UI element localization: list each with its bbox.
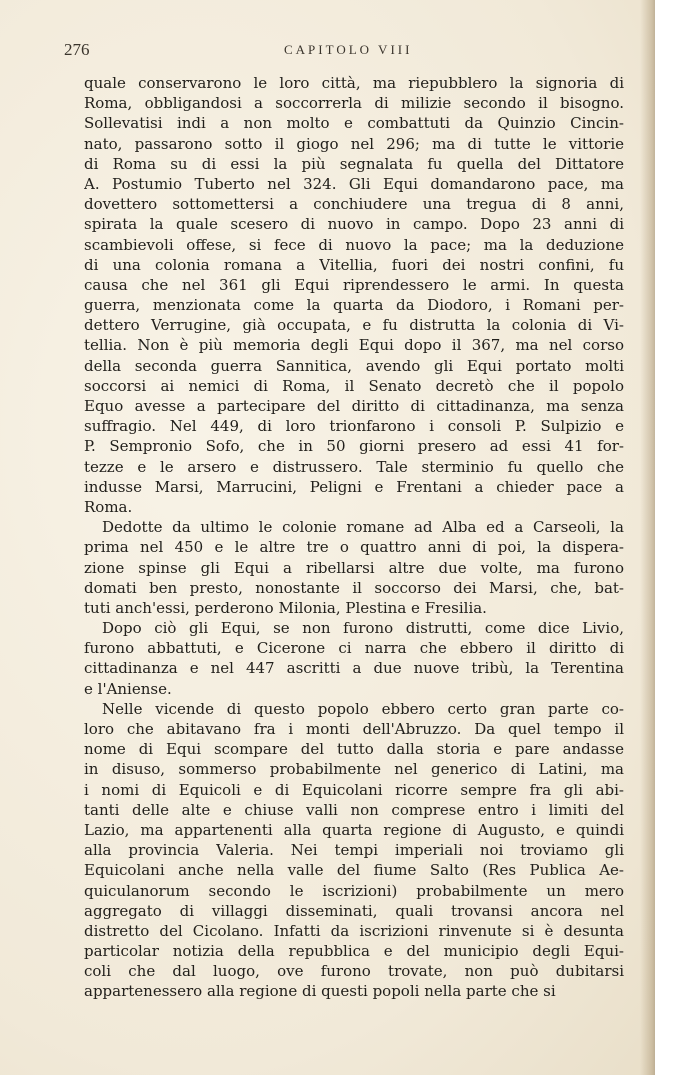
page-header <box>64 40 624 62</box>
text-line: nome di Equi scompare del tutto dalla storia e pare andasse <box>84 740 624 759</box>
paragraph <box>84 618 624 699</box>
text-line: prima nel 450 e le altre tre o quattro anni di poi, la dispera- <box>84 538 624 557</box>
page-number: 276 <box>64 40 90 59</box>
text-line: scambievoli offese, si fece di nuovo la pace; ma la deduzione <box>84 235 624 254</box>
text-line: suffragio. Nel 449, di loro trionfarono i consoli P. Sulpizio e <box>84 417 624 436</box>
text-line: tezze e le arsero e distrussero. Tale sterminio fu quello che <box>84 457 624 476</box>
text-line: dettero Verrugine, già occupata, e fu distrutta la colonia di Vi- <box>84 316 624 335</box>
text-line: tuti anch'essi, perderono Milonia, Plestina e Fresilia. <box>84 598 487 617</box>
text-line: furono abbattuti, e Cicerone ci narra che ebbero il diritto di <box>84 639 624 658</box>
text-line: dovettero sottomettersi a conchiudere una tregua di 8 anni, <box>84 195 624 214</box>
text-line: Nelle vicende di questo popolo ebbero certo gran parte co- <box>102 699 624 718</box>
paragraph <box>84 699 624 1002</box>
paragraph <box>84 517 624 618</box>
text-line: Roma. <box>84 497 133 516</box>
text-line: coli che dal luogo, ove furono trovate, non può dubitarsi <box>84 962 624 981</box>
text-line: Equo avesse a partecipare del diritto di cittadinanza, ma senza <box>84 397 624 415</box>
text-line: spirata la quale scesero di nuovo in campo. Dopo 23 anni di <box>84 215 624 234</box>
text-line: Roma, obbligandosi a soccorrerla di milizie secondo il bisogno. <box>84 94 624 113</box>
text-line: causa che nel 361 gli Equi riprendessero le armi. In questa <box>84 275 624 294</box>
text-line: zione spinse gli Equi a ribellarsi altre due volte, ma furono <box>84 558 624 577</box>
text-line: Sollevatisi indi a non molto e combattuti da Quinzio Cincin- <box>84 114 624 133</box>
text-line: distretto del Cicolano. Infatti da iscrizioni rinvenute si è desunta <box>84 921 624 940</box>
scan-margin <box>655 0 700 1075</box>
text-line: quale conservarono le loro città, ma riepubblero la signoria di <box>84 74 624 92</box>
text-line: nato, passarono sotto il giogo nel 296; ma di tutte le vittorie <box>84 134 624 153</box>
text-line: tellia. Non è più memoria degli Equi dopo il 367, ma nel corso <box>84 336 624 355</box>
text-line: alla provincia Valeria. Nei tempi imperiali noi troviamo gli <box>84 841 624 860</box>
text-line: Lazio, ma appartenenti alla quarta regione di Augusto, e quindi <box>84 820 624 839</box>
text-line: particolar notizia della repubblica e del municipio degli Equi- <box>84 942 624 961</box>
text-line: appartenessero alla regione di questi popoli nella parte che si <box>84 982 556 1001</box>
text-line: guerra, menzionata come la quarta da Diodoro, i Romani per- <box>84 296 624 315</box>
text-line: loro che abitavano fra i monti dell'Abruzzo. Da quel tempo il <box>84 720 624 738</box>
text-line: soccorsi ai nemici di Roma, il Senato decretò che il popolo <box>84 376 624 395</box>
text-line: Dedotte da ultimo le colonie romane ad Alba ed a Carseoli, la <box>102 518 624 537</box>
text-line: A. Postumio Tuberto nel 324. Gli Equi domandarono pace, ma <box>84 174 624 193</box>
body-text <box>84 73 624 1002</box>
text-line: della seconda guerra Sannitica, avendo gli Equi portato molti <box>84 356 624 375</box>
text-line: tanti delle alte e chiuse valli non comprese entro i limiti del <box>84 800 624 819</box>
text-line: di una colonia romana a Vitellia, fuori dei nostri confini, fu <box>84 255 624 274</box>
paragraph <box>84 73 624 517</box>
text-line: domati ben presto, nonostante il soccorso dei Marsi, che, bat- <box>84 578 624 597</box>
text-line: Equicolani anche nella valle del fiume Salto (Res Publica Ae- <box>84 861 624 880</box>
text-line: i nomi di Equicoli e di Equicolani ricorre sempre fra gli abi- <box>84 780 624 799</box>
text-line: quiculanorum secondo le iscrizioni) probabilmente un mero <box>84 881 624 900</box>
text-line: aggregato di villaggi disseminati, quali trovansi ancora nel <box>84 901 624 920</box>
text-line: in disuso, sommerso probabilmente nel generico di Latini, ma <box>84 760 624 779</box>
running-head: CAPITOLO VIII <box>284 42 413 57</box>
text-line: Dopo ciò gli Equi, se non furono distrutti, come dice Livio, <box>102 619 624 638</box>
text-line: cittadinanza e nel 447 ascritti a due nuove tribù, la Terentina <box>84 659 624 678</box>
text-line: e l'Aniense. <box>84 679 172 698</box>
text-line: P. Sempronio Sofo, che in 50 giorni presero ad essi 41 for- <box>84 437 624 456</box>
text-line: indusse Marsi, Marrucini, Peligni e Frentani a chieder pace a <box>84 477 624 496</box>
text-line: di Roma su di essi la più segnalata fu quella del Dittatore <box>84 154 624 173</box>
